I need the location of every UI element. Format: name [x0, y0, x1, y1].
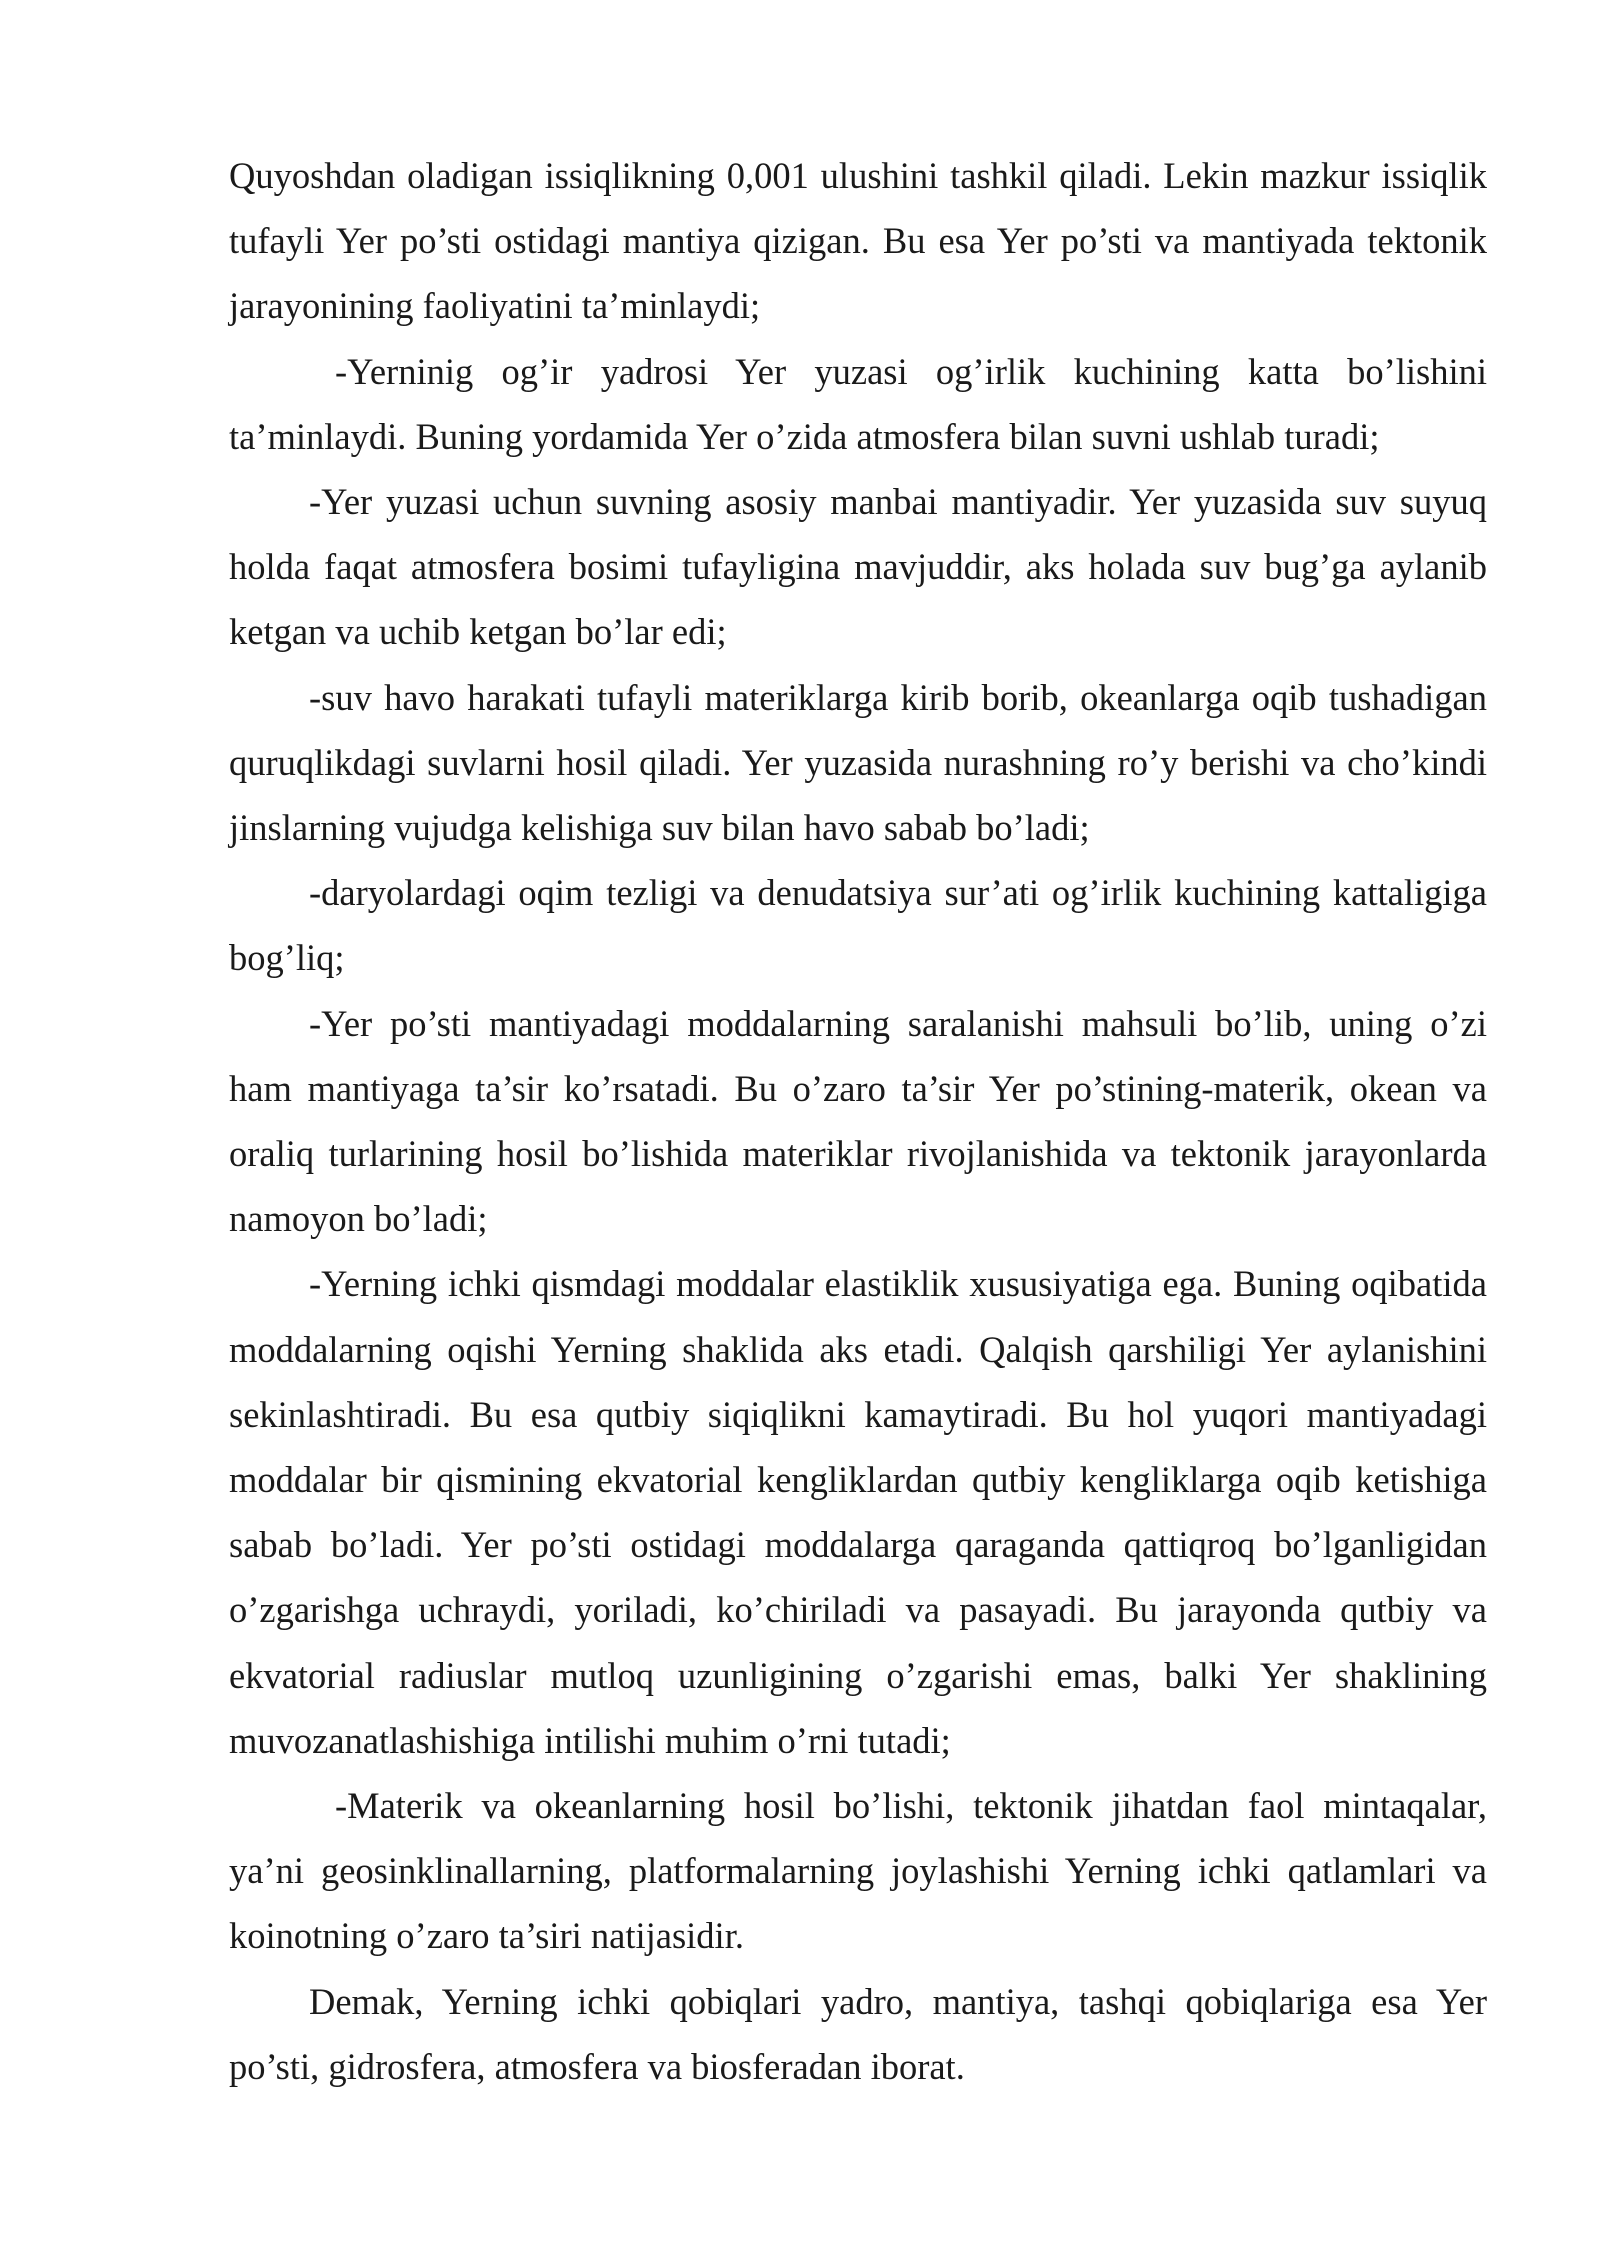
- paragraph-1: Quyoshdan oladigan issiqlikning 0,001 ulushini tashkil qiladi. Lekin mazkur issiqlik tufayli Yer po’sti ostidagi mantiya qizigan. Bu esa Yer po’sti va mantiyada tektonik jarayonining faoliyatini ta’minlaydi;: [229, 155, 1487, 327]
- paragraph-7: -Yerning ichki qismdagi moddalar elastiklik xususiyatiga ega. Buning oqibatida moddalarning oqishi Yerning shaklida aks etadi. Qalqish qarshiligi Yer aylanishini sekinlashtiradi. Bu esa qutbiy siqiqlikni kamaytiradi. Bu hol yuqori mantiyadagi moddalar bir qismining ekvatorial kengliklardan qutbiy kengliklarga oqib ketishiga sabab bo’ladi. Yer po’sti ostidagi moddalarga qaraganda qattiqroq bo’lganligidan o’zgarishga uchraydi, yoriladi, ko’chiriladi va pasayadi. Bu jarayonda qutbiy va ekvatorial radiuslar mutloq uzunligining o’zgarishi emas, balki Yer shaklining muvozanatlashishiga intilishi muhim o’rni tutadi;: [229, 1263, 1487, 1761]
- paragraph-2: -Yerninig og’ir yadrosi Yer yuzasi og’irlik kuchining katta bo’lishini ta’minlaydi. Buning yordamida Yer o’zida atmosfera bilan suvni ushlab turadi;: [229, 350, 1487, 457]
- paragraph-5: -daryolardagi oqim tezligi va denudatsiya sur’ati og’irlik kuchining kattaligiga bog’liq;: [229, 872, 1487, 979]
- paragraph-6: -Yer po’sti mantiyadagi moddalarning saralanishi mahsuli bo’lib, uning o’zi ham mantiyaga ta’sir ko’rsatadi. Bu o’zaro ta’sir Yer po’stining-materik, okean va oraliq turlarining hosil bo’lishida materiklar rivojlanishida va tektonik jarayonlarda namoyon bo’ladi;: [229, 1002, 1487, 1240]
- document-body: [229, 143, 1487, 2099]
- paragraph-9: Demak, Yerning ichki qobiqlari yadro, mantiya, tashqi qobiqlariga esa Yer po’sti, gidrosfera, atmosfera va biosferadan iborat.: [229, 1980, 1487, 2087]
- paragraph-3: -Yer yuzasi uchun suvning asosiy manbai mantiyadir. Yer yuzasida suv suyuq holda faqat atmosfera bosimi tufayligina mavjuddir, aks holada suv bug’ga aylanib ketgan va uchib ketgan bo’lar edi;: [229, 481, 1487, 653]
- paragraph-8: -Materik va okeanlarning hosil bo’lishi, tektonik jihatdan faol mintaqalar, ya’ni geosinklinallarning, platformalarning joylashishi Yerning ichki qatlamlari va koinotning o’zaro ta’siri natijasidir.: [229, 1785, 1487, 1957]
- paragraph-4: -suv havo harakati tufayli materiklarga kirib borib, okeanlarga oqib tushadigan quruqlikdagi suvlarni hosil qiladi. Yer yuzasida nurashning ro’y berishi va cho’kindi jinslarning vujudga kelishiga suv bilan havo sabab bo’ladi;: [229, 676, 1487, 849]
